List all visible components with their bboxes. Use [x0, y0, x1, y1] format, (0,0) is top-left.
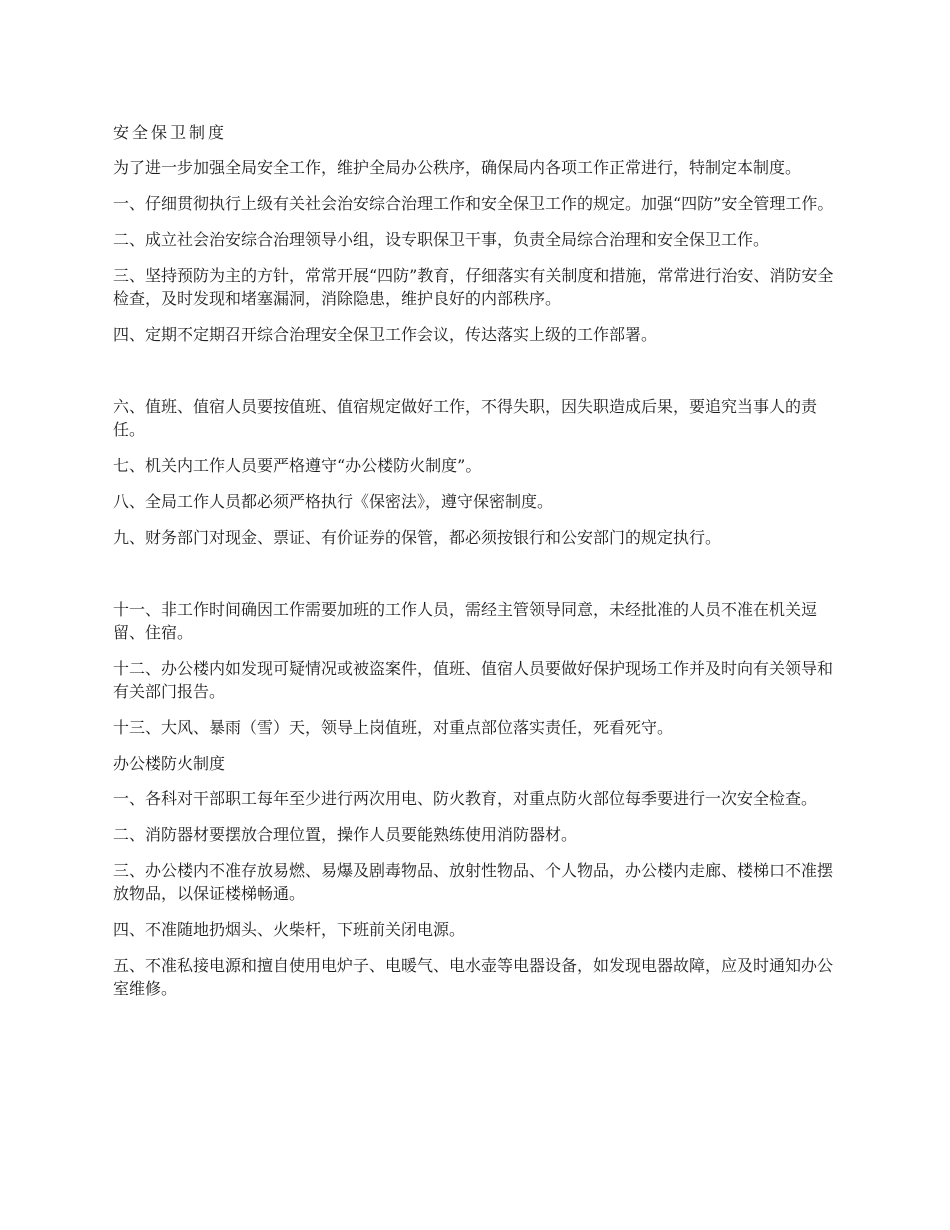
rule-item: 九、财务部门对现金、票证、有价证券的保管，都必须按银行和公安部门的规定执行。: [113, 528, 722, 547]
document-title: 安全保卫制度: [113, 123, 228, 142]
rule-item: 十二、办公楼内如发现可疑情况或被盗案件，值班、值宿人员要做好保护现场工作并及时向有关领导和有关部门报告。: [113, 659, 834, 701]
intro-paragraph: 为了进一步加强全局安全工作，维护全局办公秩序，确保局内各项工作正常进行，特制定本制度。: [113, 158, 802, 177]
rule-item: 一、仔细贯彻执行上级有关社会治安综合治理工作和安全保卫工作的规定。加强“四防”安全管理工作。: [113, 194, 834, 213]
rule-item: 七、机关内工作人员要严格遵守“办公楼防火制度”。: [113, 456, 482, 475]
fire-rule-item: 一、各科对干部职工每年至少进行两次用电、防火教育，对重点防火部位每季要进行一次安全检查。: [113, 789, 818, 808]
rule-item: 二、成立社会治安综合治理领导小组，设专职保卫干事，负责全局综合治理和安全保卫工作。: [113, 230, 770, 249]
rule-item: 八、全局工作人员都必须严格执行《保密法》，遵守保密制度。: [113, 492, 554, 511]
fire-rule-item: 五、不准私接电源和擅自使用电炉子、电暖气、电水壶等电器设备，如发现电器故障，应及时通知办公室维修。: [113, 956, 834, 998]
rule-item: 三、坚持预防为主的方针，常常开展“四防”教育，仔细落实有关制度和措施，常常进行治安、消防安全检查，及时发现和堵塞漏洞，消除隐患，维护良好的内部秩序。: [113, 266, 834, 308]
rule-item: 六、值班、值宿人员要按值班、值宿规定做好工作，不得失职，因失职造成后果，要追究当事人的责任。: [113, 397, 818, 439]
rule-item: 十三、大风、暴雨（雪）天，领导上岗值班，对重点部位落实责任，死看死守。: [113, 718, 674, 737]
rule-item: 四、定期不定期召开综合治理安全保卫工作会议，传达落实上级的工作部署。: [113, 325, 658, 344]
section-gap: [113, 562, 840, 598]
fire-rule-item: 二、消防器材要摆放合理位置，操作人员要能熟练使用消防器材。: [113, 825, 578, 844]
rule-item: 十一、非工作时间确因工作需要加班的工作人员，需经主管领导同意，未经批准的人员不准在机关逗留、住宿。: [113, 600, 818, 642]
fire-regulation-title: 办公楼防火制度: [113, 754, 226, 773]
fire-rule-item: 三、办公楼内不准存放易燃、易爆及剧毒物品、放射性物品、个人物品，办公楼内走廊、楼梯口不准摆放物品，以保证楼梯畅通。: [113, 861, 834, 903]
document-body: [113, 121, 840, 1013]
fire-rule-item: 四、不准随地扔烟头、火柴杆，下班前关闭电源。: [113, 920, 466, 939]
section-gap: [113, 359, 840, 395]
